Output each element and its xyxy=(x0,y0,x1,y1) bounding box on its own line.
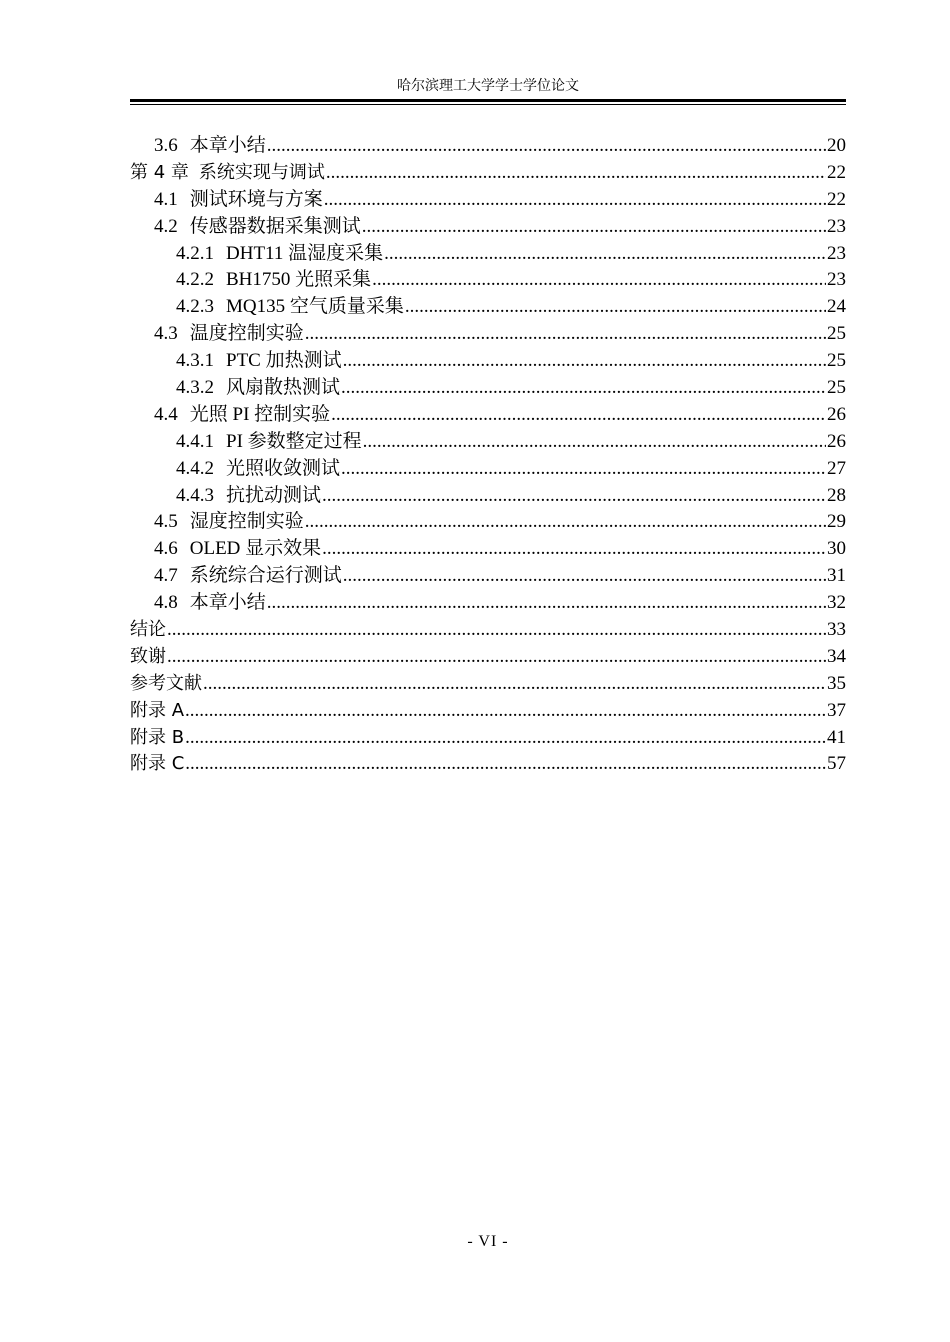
toc-entry xyxy=(130,348,846,375)
running-header: 哈尔滨理工大学学士学位论文 xyxy=(397,79,579,94)
toc-entry-page: 28 xyxy=(827,484,846,506)
toc-entry xyxy=(130,160,846,187)
toc-entry-page: 23 xyxy=(827,242,846,264)
header-rule-thick xyxy=(130,99,846,102)
toc-entry xyxy=(130,725,846,752)
toc-entry-title: 光照 PI 控制实验 xyxy=(189,403,331,425)
toc-dot-leader xyxy=(405,294,826,321)
toc-entry-number: 4.6 xyxy=(154,538,178,560)
toc-entry xyxy=(130,563,846,590)
toc-entry-title: 附录 A xyxy=(130,699,185,721)
toc-entry-number: 4.4 xyxy=(154,403,178,425)
toc-entry-page: 35 xyxy=(827,672,846,694)
toc-entry xyxy=(130,267,846,294)
toc-entry-number: 4.4.2 xyxy=(176,457,214,479)
toc-entry-number: 4.2.1 xyxy=(176,242,214,264)
toc-dot-leader xyxy=(322,536,826,563)
header-rule-thin xyxy=(130,104,846,105)
toc-entry-number: 4.4.1 xyxy=(176,430,214,452)
toc-entry-title: 抗扰动测试 xyxy=(226,484,322,506)
toc-dot-leader xyxy=(167,617,826,644)
toc-entry-title: 致谢 xyxy=(130,645,166,667)
toc-entry-title: 系统综合运行测试 xyxy=(189,565,342,587)
toc-entry-title: 本章小结 xyxy=(189,592,266,614)
toc-entry-title: PTC 加热测试 xyxy=(226,350,342,372)
toc-entry-number: 4.2.3 xyxy=(176,296,214,318)
toc-dot-leader xyxy=(343,348,826,375)
toc-entry xyxy=(130,483,846,510)
toc-entry-page: 22 xyxy=(827,188,846,210)
toc-entry xyxy=(130,590,846,617)
toc-entry xyxy=(130,187,846,214)
toc-entry xyxy=(130,133,846,160)
toc-entry-page: 25 xyxy=(827,377,846,399)
toc-entry xyxy=(130,751,846,778)
toc-entry xyxy=(130,429,846,456)
toc-entry-page: 27 xyxy=(827,457,846,479)
toc-dot-leader xyxy=(362,214,826,241)
toc-entry xyxy=(130,671,846,698)
toc-entry-page: 25 xyxy=(827,350,846,372)
toc-entry-title: BH1750 光照采集 xyxy=(226,269,372,291)
toc-entry xyxy=(130,456,846,483)
toc-entry-title: MQ135 空气质量采集 xyxy=(226,296,404,318)
toc-entry-number: 4.1 xyxy=(154,188,178,210)
toc-entry xyxy=(130,509,846,536)
toc-entry xyxy=(130,214,846,241)
toc-entry-number: 3.6 xyxy=(154,135,178,156)
toc-entry-page: 29 xyxy=(827,511,846,533)
toc-dot-leader xyxy=(267,133,826,160)
toc-entry-number: 4.2.2 xyxy=(176,269,214,291)
toc-entry-title: 参考文献 xyxy=(130,672,202,694)
toc-entry xyxy=(130,644,846,671)
toc-dot-leader xyxy=(341,375,826,402)
toc-entry-number: 4.5 xyxy=(154,511,178,533)
toc-entry-page: 32 xyxy=(827,592,846,614)
toc-dot-leader xyxy=(331,402,826,429)
toc-dot-leader xyxy=(305,321,826,348)
toc-entry xyxy=(130,617,846,644)
toc-entry-number: 4.3 xyxy=(154,323,178,345)
toc-dot-leader xyxy=(326,160,826,187)
toc-entry-number: 4.3.2 xyxy=(176,377,214,399)
table-of-contents xyxy=(130,133,846,778)
toc-dot-leader xyxy=(185,725,826,752)
toc-entry-title: 湿度控制实验 xyxy=(189,511,304,533)
toc-entry xyxy=(130,402,846,429)
toc-entry-title: DHT11 温湿度采集 xyxy=(226,242,384,264)
toc-dot-leader xyxy=(324,187,826,214)
toc-dot-leader xyxy=(185,698,826,725)
toc-entry-title: 光照收敛测试 xyxy=(226,457,341,479)
toc-dot-leader xyxy=(203,671,826,698)
toc-dot-leader xyxy=(167,644,826,671)
toc-dot-leader xyxy=(267,590,826,617)
toc-entry-page: 20 xyxy=(827,135,846,156)
toc-entry-number: 4.3.1 xyxy=(176,350,214,372)
toc-dot-leader xyxy=(343,563,826,590)
toc-entry-page: 22 xyxy=(827,161,846,183)
toc-entry-title: 系统实现与调试 xyxy=(198,161,325,183)
toc-entry-page: 25 xyxy=(827,323,846,345)
toc-entry-title: PI 参数整定过程 xyxy=(226,430,362,452)
toc-entry xyxy=(130,294,846,321)
toc-entry-title: 结论 xyxy=(130,619,166,641)
toc-entry-title: 附录 C xyxy=(130,753,185,775)
page-number: - VI - xyxy=(467,1233,509,1250)
toc-entry-page: 31 xyxy=(827,565,846,587)
toc-entry-page: 34 xyxy=(827,645,846,667)
toc-entry xyxy=(130,698,846,725)
toc-entry-page: 26 xyxy=(827,403,846,425)
toc-entry-number: 4.8 xyxy=(154,592,178,614)
toc-entry-page: 24 xyxy=(827,296,846,318)
toc-entry-title: OLED 显示效果 xyxy=(189,538,322,560)
toc-entry-page: 41 xyxy=(827,726,846,748)
toc-entry-number: 4.2 xyxy=(154,215,178,237)
toc-entry-title: 附录 B xyxy=(130,726,185,748)
toc-entry-page: 23 xyxy=(827,215,846,237)
toc-dot-leader xyxy=(372,267,826,294)
toc-entry-number: 4.7 xyxy=(154,565,178,587)
toc-entry-page: 57 xyxy=(827,753,846,775)
toc-dot-leader xyxy=(185,751,826,778)
toc-entry-number: 第 4 章 xyxy=(130,161,189,183)
toc-dot-leader xyxy=(341,456,826,483)
toc-entry-title: 本章小结 xyxy=(189,135,266,156)
toc-dot-leader xyxy=(384,241,826,268)
toc-entry xyxy=(130,375,846,402)
toc-entry xyxy=(130,241,846,268)
toc-entry-page: 30 xyxy=(827,538,846,560)
toc-dot-leader xyxy=(363,429,826,456)
toc-dot-leader xyxy=(322,483,826,510)
toc-entry-page: 37 xyxy=(827,699,846,721)
toc-entry-title: 测试环境与方案 xyxy=(189,188,323,210)
toc-entry-page: 23 xyxy=(827,269,846,291)
toc-entry-title: 风扇散热测试 xyxy=(226,377,341,399)
toc-entry-page: 26 xyxy=(827,430,846,452)
toc-entry-number: 4.4.3 xyxy=(176,484,214,506)
toc-entry xyxy=(130,321,846,348)
toc-entry-title: 传感器数据采集测试 xyxy=(189,215,361,237)
toc-entry xyxy=(130,536,846,563)
toc-entry-title: 温度控制实验 xyxy=(189,323,304,345)
toc-dot-leader xyxy=(305,509,826,536)
toc-entry-page: 33 xyxy=(827,619,846,641)
